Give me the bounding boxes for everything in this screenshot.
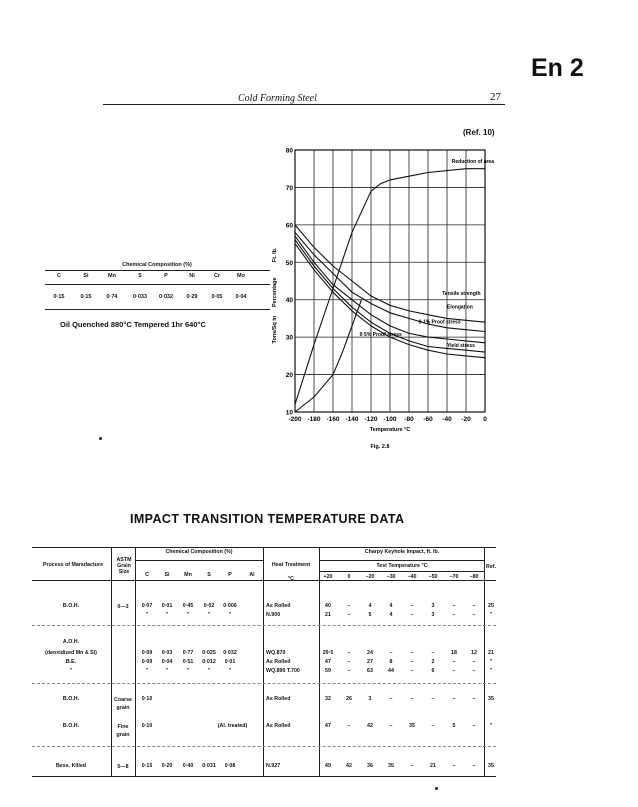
chem-value-cell: 0·05 (211, 294, 223, 300)
row-process: B.O.H. (62, 723, 80, 729)
row-chem: 0·51 (182, 659, 194, 665)
row-chem: 0·10 (141, 723, 153, 729)
row-process: A.O.H. (62, 639, 80, 645)
row-chem: 0·10 (141, 696, 153, 702)
series-label: Reduction of area (451, 159, 494, 166)
series-label: Yield stress (447, 342, 475, 349)
table-rule-charpy (319, 560, 484, 561)
row-ref: " (489, 723, 493, 729)
impact-title: IMPACT TRANSITION TEMPERATURE DATA (130, 512, 405, 526)
row-impact: – (452, 696, 456, 702)
temperature-chart (250, 140, 510, 455)
row-chem: " (207, 612, 211, 618)
col-divider (484, 547, 485, 776)
row-impact: 35 (388, 763, 394, 769)
row-impact: 47 (325, 723, 331, 729)
row-chem: 0·006 (223, 603, 237, 609)
y-axis-label-tons: Tons/Sq in (272, 315, 278, 344)
chem-header-cell: Si (83, 273, 89, 279)
row-chem: 0·04 (161, 659, 173, 665)
row-heat: WQ.870 (266, 650, 286, 656)
chem-value-cell: 0·04 (235, 294, 247, 300)
header-process: Process of Manufacture (42, 562, 104, 568)
header-temp-col: −40 (407, 574, 417, 580)
row-chem: 0·45 (182, 603, 194, 609)
row-ref: 35 (488, 696, 494, 702)
x-axis-label: Temperature °C (369, 427, 411, 433)
row-chem: 0·08 (224, 763, 236, 769)
row-impact: 47 (325, 659, 331, 665)
header-astm: ASTM Grain Size (116, 557, 132, 575)
table-rule-top (32, 547, 496, 548)
x-tick-label: -160 (326, 416, 340, 423)
row-impact: – (389, 696, 393, 702)
row-astm: 5—8 (117, 764, 129, 770)
y-tick-label: 50 (285, 259, 293, 267)
x-tick-label: -80 (404, 416, 414, 423)
header-rule (103, 104, 505, 105)
row-chem: " (186, 612, 190, 618)
row-ref: 21 (488, 650, 494, 656)
row-impact: 6 (431, 668, 435, 674)
header-temp-col: −50 (428, 574, 438, 580)
stray-mark (99, 437, 102, 440)
row-group-separator (32, 683, 496, 684)
x-tick-label: -20 (461, 416, 471, 423)
row-impact: – (472, 612, 476, 618)
header-chem-col: Si (164, 572, 170, 578)
row-impact: – (347, 650, 351, 656)
row-process: (deoxidized Mn & Si) (45, 650, 97, 656)
row-heat: As Rolled (266, 696, 291, 702)
row-impact: 4 (389, 612, 393, 618)
row-ref: 35 (488, 763, 494, 769)
row-impact: – (347, 659, 351, 665)
chem-header-cell: Ni (189, 273, 195, 279)
header-temp-col: −80 (469, 574, 479, 580)
y-tick-label: 70 (285, 184, 293, 192)
chem-rule-mid (45, 284, 270, 285)
x-tick-label: -180 (307, 416, 321, 423)
running-head: Cold Forming Steel (238, 93, 317, 104)
row-impact: 21 (325, 612, 331, 618)
header-test-temp: Test Temperature °C (376, 563, 428, 569)
row-impact: – (347, 603, 351, 609)
row-impact: – (472, 723, 476, 729)
row-impact: 4 (368, 603, 372, 609)
row-impact: 42 (346, 763, 352, 769)
row-impact: – (431, 696, 435, 702)
row-impact: – (347, 668, 351, 674)
col-divider (135, 547, 136, 776)
row-chem: 0·09 (141, 659, 153, 665)
row-impact: 5 (452, 723, 456, 729)
chem-value-cell: 0·15 (53, 294, 65, 300)
x-tick-label: 0 (483, 416, 487, 423)
row-impact: – (452, 612, 456, 618)
row-impact: 32 (325, 696, 331, 702)
row-impact: 59 (325, 668, 331, 674)
row-impact: – (431, 650, 435, 656)
corner-label: En 2 (531, 54, 584, 82)
x-tick-label: -200 (288, 416, 302, 423)
x-tick-label: -40 (442, 416, 452, 423)
row-impact: – (452, 659, 456, 665)
row-chem: " (145, 612, 149, 618)
x-tick-label: -120 (364, 416, 378, 423)
row-impact: – (452, 763, 456, 769)
row-ref: " (489, 612, 493, 618)
row-astm: 0—3 (117, 604, 129, 610)
row-process: Bess. Killed (55, 763, 87, 769)
row-chem: 0·15 (141, 763, 153, 769)
row-impact: – (410, 696, 414, 702)
row-heat: WQ.890 T.700 (266, 668, 300, 674)
row-chem: 0·032 (223, 650, 237, 656)
col-divider (263, 547, 264, 776)
chem-value-cell: 0·74 (106, 294, 118, 300)
row-impact: – (410, 603, 414, 609)
figure-caption: Fig. 2.8 (370, 444, 390, 450)
header-chem-col: S (207, 572, 211, 578)
row-process: B.O.H. (62, 603, 80, 609)
chem-header-cell: C (57, 273, 61, 279)
header-heat-unit: °C (288, 576, 294, 582)
row-heat: N.927 (266, 763, 281, 769)
x-tick-label: -140 (345, 416, 359, 423)
row-impact: 29·5 (322, 650, 334, 656)
row-impact: 3 (431, 612, 435, 618)
row-impact: 18 (451, 650, 457, 656)
header-ref: Ref. (486, 564, 497, 570)
y-tick-label: 60 (285, 222, 293, 230)
row-impact: 26 (346, 696, 352, 702)
header-temp-col: +20 (323, 574, 333, 580)
row-impact: 24 (367, 650, 373, 656)
chem-header-cell: S (138, 273, 142, 279)
table-rule-chem (135, 560, 263, 561)
row-impact: 42 (367, 723, 373, 729)
series-label: 0·5% Proof stress (359, 332, 402, 339)
row-impact: 36 (367, 763, 373, 769)
header-temp-col: −20 (365, 574, 375, 580)
row-impact: – (410, 659, 414, 665)
treatment-note: Oil Quenched 880°C Tempered 1hr 640°C (60, 320, 206, 329)
col-divider (111, 547, 112, 776)
row-impact: – (472, 659, 476, 665)
row-impact: – (472, 696, 476, 702)
row-chem: 0·40 (182, 763, 194, 769)
row-chem-note: (Al. treated) (217, 723, 248, 729)
chem-rule-bottom (45, 309, 270, 310)
row-heat: N.900 (266, 612, 281, 618)
x-tick-label: -100 (383, 416, 397, 423)
row-impact: 35 (409, 723, 415, 729)
row-impact: 21 (430, 763, 436, 769)
row-impact: – (410, 650, 414, 656)
row-ref: " (489, 659, 493, 665)
row-chem: " (165, 668, 169, 674)
row-impact: – (347, 723, 351, 729)
row-impact: 49 (325, 763, 331, 769)
row-impact: 63 (367, 668, 373, 674)
y-tick-label: 30 (285, 334, 293, 342)
row-impact: 27 (367, 659, 373, 665)
row-chem: " (165, 612, 169, 618)
row-chem: " (228, 668, 232, 674)
header-chem-col: P (228, 572, 232, 578)
row-impact: 3 (431, 603, 435, 609)
row-chem: 0·031 (202, 763, 216, 769)
header-charpy: Charpy Keyhole Impact, ft. lb. (364, 549, 440, 555)
row-group-separator (32, 746, 496, 747)
row-heat: As Rolled (266, 659, 291, 665)
chem-value-cell: 0·15 (80, 294, 92, 300)
table-rule-bottom (32, 776, 496, 777)
row-impact: 40 (325, 603, 331, 609)
row-astm: Fine grain (116, 724, 130, 738)
row-impact: 4 (389, 603, 393, 609)
row-impact: – (389, 723, 393, 729)
y-axis-label-percentage: Percentage (272, 277, 278, 308)
row-chem: 0·01 (161, 603, 173, 609)
row-chem: 0·01 (224, 659, 236, 665)
header-chem: Chemical Composition (%) (165, 549, 233, 555)
row-process: B.O.H. (62, 696, 80, 702)
row-impact: – (410, 763, 414, 769)
chem-header-cell: Mn (108, 273, 116, 279)
x-tick-label: -60 (423, 416, 433, 423)
row-chem: " (186, 668, 190, 674)
row-impact: – (472, 668, 476, 674)
row-impact: – (452, 603, 456, 609)
series-label: 0·1% Proof stress (418, 319, 461, 326)
row-astm: Coarse grain (114, 697, 132, 711)
row-impact: – (410, 612, 414, 618)
row-ref: 25 (488, 603, 494, 609)
row-impact: – (472, 763, 476, 769)
row-chem: 0·07 (141, 603, 153, 609)
series-label: Tensile strength (442, 290, 481, 297)
row-ref: " (489, 668, 493, 674)
row-impact: – (472, 603, 476, 609)
chart-reference: (Ref. 10) (463, 128, 495, 137)
row-impact: – (431, 723, 435, 729)
header-temp-col: −30 (386, 574, 396, 580)
chem-value-cell: 0·032 (158, 294, 174, 300)
row-chem: 0·02 (203, 603, 215, 609)
row-impact: – (389, 650, 393, 656)
chem-rule-top (45, 270, 270, 271)
row-chem: 0·03 (161, 650, 173, 656)
series-line (295, 300, 362, 412)
row-impact: – (410, 668, 414, 674)
row-process: " (69, 668, 73, 674)
chem-header-cell: Mo (237, 273, 245, 279)
header-chem-col: Mn (184, 572, 192, 578)
chem-title: Chemical Composition (%) (122, 262, 192, 268)
table-rule-temp (319, 571, 484, 572)
header-temp-col: −70 (449, 574, 459, 580)
row-impact: 5 (368, 612, 372, 618)
y-tick-label: 80 (285, 147, 293, 155)
y-tick-label: 10 (285, 409, 293, 417)
series-label: Elongation (447, 304, 473, 311)
chem-header-cell: Cr (213, 273, 221, 279)
chem-value-cell: 0·033 (132, 294, 148, 300)
row-chem: " (145, 668, 149, 674)
row-impact: 44 (388, 668, 394, 674)
row-chem: " (207, 668, 211, 674)
row-chem: " (228, 612, 232, 618)
chem-value-cell: 0·29 (186, 294, 198, 300)
row-heat: As Rolled (266, 723, 291, 729)
table-rule-header (32, 580, 496, 581)
y-tick-label: 40 (285, 297, 293, 305)
row-chem: 0·09 (141, 650, 153, 656)
chem-header-cell: P (164, 273, 168, 279)
header-heat: Heat Treatment (271, 562, 311, 568)
header-chem-col: C (145, 572, 149, 578)
row-impact: 3 (368, 696, 372, 702)
row-impact: 8 (389, 659, 393, 665)
row-impact: – (452, 668, 456, 674)
row-group-separator (32, 625, 496, 626)
row-chem: 0·20 (161, 763, 173, 769)
page-number: 27 (490, 91, 501, 103)
stray-mark (435, 787, 438, 790)
row-impact: 12 (471, 650, 477, 656)
row-process: B.E. (65, 659, 77, 665)
row-impact: – (347, 612, 351, 618)
row-chem: 0·77 (182, 650, 194, 656)
y-axis-label-ftlb: Ft. lb. (272, 247, 278, 263)
row-chem: 0·025 (202, 650, 216, 656)
row-impact: 2 (431, 659, 435, 665)
row-heat: As Rolled (266, 603, 291, 609)
header-chem-col: Al (249, 572, 255, 578)
row-chem: 0·012 (202, 659, 216, 665)
header-temp-col: 0 (347, 574, 351, 580)
y-tick-label: 20 (285, 372, 293, 380)
